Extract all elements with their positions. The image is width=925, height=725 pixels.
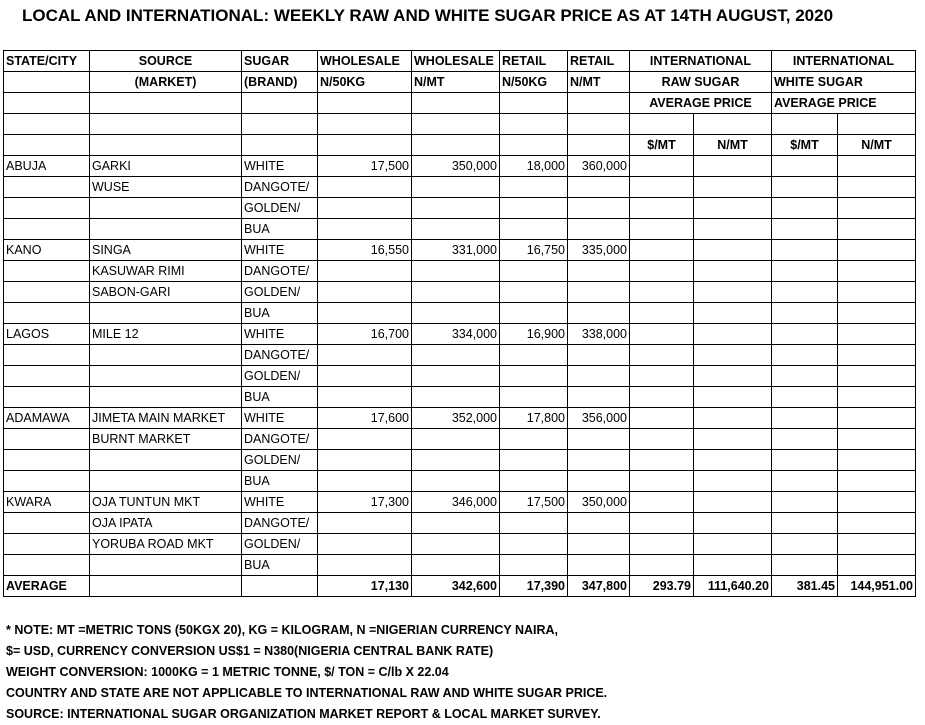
cell-state	[4, 303, 90, 324]
cell-empty	[242, 576, 318, 597]
cell-intl-empty	[694, 156, 772, 177]
cell-intl-empty	[694, 177, 772, 198]
cell-brand: BUA	[242, 471, 318, 492]
cell-intl-empty	[630, 513, 694, 534]
cell-intl-empty	[772, 555, 838, 576]
cell-retail-mt: 360,000	[568, 156, 630, 177]
cell-state	[4, 345, 90, 366]
cell-intl-empty	[772, 282, 838, 303]
cell-retail-50kg	[500, 555, 568, 576]
cell-retail-mt	[568, 471, 630, 492]
cell-retail-mt	[568, 219, 630, 240]
cell-brand: GOLDEN/	[242, 198, 318, 219]
cell-intl-empty	[694, 429, 772, 450]
cell-state	[4, 219, 90, 240]
cell-retail-mt	[568, 198, 630, 219]
table-row	[4, 513, 916, 534]
cell-retail-50kg	[500, 219, 568, 240]
table-row	[4, 282, 916, 303]
cell-brand: BUA	[242, 219, 318, 240]
cell-wholesale-50kg	[318, 261, 412, 282]
table-row	[4, 198, 916, 219]
header-intl-raw-avg: AVERAGE PRICE	[630, 93, 772, 114]
cell-source: YORUBA ROAD MKT	[90, 534, 242, 555]
note-line: $= USD, CURRENCY CONVERSION US$1 = N380(NIGERIA CENTRAL BANK RATE)	[6, 644, 494, 658]
cell-intl-empty	[838, 387, 916, 408]
cell-retail-mt	[568, 555, 630, 576]
notes-block	[6, 620, 607, 725]
cell-empty	[90, 576, 242, 597]
table-row	[4, 429, 916, 450]
cell-intl-empty	[772, 177, 838, 198]
cell-source: KASUWAR RIMI	[90, 261, 242, 282]
cell-wholesale-50kg	[318, 219, 412, 240]
cell-wholesale-mt	[412, 429, 500, 450]
cell-intl-empty	[694, 555, 772, 576]
cell-intl-empty	[630, 387, 694, 408]
header-intl-white-sub: WHITE SUGAR	[772, 72, 916, 93]
cell-intl-empty	[772, 324, 838, 345]
table-row	[4, 177, 916, 198]
cell-retail-50kg	[500, 450, 568, 471]
cell-intl-empty	[630, 219, 694, 240]
table-row	[4, 303, 916, 324]
header-intl-raw-sub: RAW SUGAR	[630, 72, 772, 93]
cell-intl-empty	[838, 429, 916, 450]
table-row	[4, 450, 916, 471]
price-table	[3, 50, 916, 597]
cell-retail-50kg	[500, 177, 568, 198]
cell-brand: GOLDEN/	[242, 450, 318, 471]
page-title: LOCAL AND INTERNATIONAL: WEEKLY RAW AND WHITE SUGAR PRICE AS AT 14TH AUGUST, 2020	[22, 6, 834, 25]
cell-source: SINGA	[90, 240, 242, 261]
cell-state	[4, 282, 90, 303]
table-row	[4, 240, 916, 261]
cell-wholesale-50kg	[318, 471, 412, 492]
cell-state: ADAMAWA	[4, 408, 90, 429]
cell-source	[90, 219, 242, 240]
cell-wholesale-mt	[412, 534, 500, 555]
header-wholesale-mt-sub: N/MT	[412, 72, 500, 93]
cell-intl-empty	[772, 366, 838, 387]
header-intl-white-avg: AVERAGE PRICE	[772, 93, 916, 114]
cell-brand: WHITE	[242, 408, 318, 429]
cell-wholesale-mt: 331,000	[412, 240, 500, 261]
cell-retail-50kg	[500, 345, 568, 366]
cell-retail-mt: 356,000	[568, 408, 630, 429]
cell-intl-empty	[772, 345, 838, 366]
table-row	[4, 555, 916, 576]
cell-brand: DANGOTE/	[242, 177, 318, 198]
cell-state	[4, 261, 90, 282]
cell-brand: GOLDEN/	[242, 282, 318, 303]
cell-intl-empty	[772, 492, 838, 513]
average-white-usd: 381.45	[772, 576, 838, 597]
cell-source	[90, 303, 242, 324]
cell-source: JIMETA MAIN MARKET	[90, 408, 242, 429]
cell-intl-empty	[772, 534, 838, 555]
cell-intl-empty	[694, 261, 772, 282]
cell-retail-50kg	[500, 282, 568, 303]
cell-intl-empty	[838, 345, 916, 366]
cell-intl-empty	[838, 450, 916, 471]
cell-intl-empty	[630, 156, 694, 177]
header-sugar-sub: (BRAND)	[242, 72, 318, 93]
cell-intl-empty	[838, 534, 916, 555]
cell-intl-empty	[838, 156, 916, 177]
cell-state	[4, 471, 90, 492]
cell-brand: DANGOTE/	[242, 345, 318, 366]
header-raw-usd: $/MT	[630, 135, 694, 156]
cell-brand: BUA	[242, 555, 318, 576]
cell-brand: GOLDEN/	[242, 366, 318, 387]
cell-intl-empty	[694, 492, 772, 513]
cell-wholesale-50kg	[318, 282, 412, 303]
average-retail-50kg: 17,390	[500, 576, 568, 597]
cell-intl-empty	[694, 198, 772, 219]
cell-state	[4, 534, 90, 555]
cell-wholesale-50kg: 16,550	[318, 240, 412, 261]
cell-retail-mt	[568, 303, 630, 324]
cell-intl-empty	[694, 324, 772, 345]
cell-intl-empty	[772, 303, 838, 324]
cell-brand: DANGOTE/	[242, 261, 318, 282]
header-retail-50kg-sub: N/50KG	[500, 72, 568, 93]
cell-wholesale-50kg	[318, 513, 412, 534]
cell-intl-empty	[838, 303, 916, 324]
header-white-usd: $/MT	[772, 135, 838, 156]
cell-source	[90, 366, 242, 387]
cell-intl-empty	[694, 534, 772, 555]
cell-source: BURNT MARKET	[90, 429, 242, 450]
cell-source	[90, 387, 242, 408]
cell-state: KANO	[4, 240, 90, 261]
cell-intl-empty	[838, 177, 916, 198]
header-sugar: SUGAR	[242, 51, 318, 72]
cell-retail-mt: 338,000	[568, 324, 630, 345]
cell-wholesale-mt	[412, 513, 500, 534]
cell-intl-empty	[838, 471, 916, 492]
cell-state	[4, 450, 90, 471]
cell-wholesale-50kg	[318, 177, 412, 198]
note-line: SOURCE: INTERNATIONAL SUGAR ORGANIZATION MARKET REPORT & LOCAL MARKET SURVEY.	[6, 707, 601, 721]
cell-wholesale-50kg	[318, 387, 412, 408]
cell-intl-empty	[772, 450, 838, 471]
cell-wholesale-50kg	[318, 450, 412, 471]
cell-intl-empty	[838, 513, 916, 534]
header-source-sub: (MARKET)	[90, 72, 242, 93]
cell-state	[4, 387, 90, 408]
cell-brand: WHITE	[242, 324, 318, 345]
cell-brand: WHITE	[242, 240, 318, 261]
cell-intl-empty	[694, 219, 772, 240]
cell-state	[4, 198, 90, 219]
note-line: WEIGHT CONVERSION: 1000KG = 1 METRIC TONNE, $/ TON = C/lb X 22.04	[6, 665, 449, 679]
cell-wholesale-mt	[412, 555, 500, 576]
cell-intl-empty	[630, 303, 694, 324]
cell-intl-empty	[630, 450, 694, 471]
cell-retail-mt	[568, 345, 630, 366]
table-row	[4, 156, 916, 177]
cell-state	[4, 513, 90, 534]
cell-intl-empty	[630, 534, 694, 555]
cell-intl-empty	[838, 492, 916, 513]
cell-retail-50kg: 17,800	[500, 408, 568, 429]
cell-retail-50kg: 18,000	[500, 156, 568, 177]
cell-retail-50kg: 16,900	[500, 324, 568, 345]
cell-state: KWARA	[4, 492, 90, 513]
cell-wholesale-mt	[412, 303, 500, 324]
cell-wholesale-mt	[412, 261, 500, 282]
cell-wholesale-mt	[412, 450, 500, 471]
cell-retail-mt	[568, 387, 630, 408]
cell-wholesale-50kg	[318, 534, 412, 555]
cell-wholesale-mt: 352,000	[412, 408, 500, 429]
cell-intl-empty	[694, 345, 772, 366]
cell-wholesale-mt	[412, 471, 500, 492]
table-row	[4, 324, 916, 345]
cell-wholesale-mt: 350,000	[412, 156, 500, 177]
cell-source: SABON-GARI	[90, 282, 242, 303]
cell-intl-empty	[630, 240, 694, 261]
cell-intl-empty	[838, 198, 916, 219]
cell-source	[90, 555, 242, 576]
table-row	[4, 534, 916, 555]
cell-intl-empty	[630, 324, 694, 345]
average-retail-mt: 347,800	[568, 576, 630, 597]
cell-intl-empty	[630, 492, 694, 513]
header-raw-ngn: N/MT	[694, 135, 772, 156]
cell-brand: GOLDEN/	[242, 534, 318, 555]
cell-intl-empty	[630, 429, 694, 450]
cell-intl-empty	[772, 198, 838, 219]
cell-retail-50kg	[500, 513, 568, 534]
cell-wholesale-mt	[412, 387, 500, 408]
table-row	[4, 366, 916, 387]
table-row	[4, 492, 916, 513]
table-row	[4, 408, 916, 429]
cell-brand: BUA	[242, 387, 318, 408]
cell-intl-empty	[838, 219, 916, 240]
cell-intl-empty	[630, 471, 694, 492]
cell-state: LAGOS	[4, 324, 90, 345]
cell-retail-mt	[568, 429, 630, 450]
cell-wholesale-50kg	[318, 429, 412, 450]
cell-retail-50kg	[500, 429, 568, 450]
cell-intl-empty	[630, 198, 694, 219]
cell-wholesale-50kg: 17,600	[318, 408, 412, 429]
cell-wholesale-50kg	[318, 303, 412, 324]
cell-intl-empty	[694, 387, 772, 408]
cell-retail-mt	[568, 282, 630, 303]
cell-intl-empty	[694, 408, 772, 429]
cell-intl-empty	[630, 177, 694, 198]
cell-wholesale-50kg	[318, 345, 412, 366]
cell-intl-empty	[694, 450, 772, 471]
header-intl-raw: INTERNATIONAL	[630, 51, 772, 72]
header-retail-mt-sub: N/MT	[568, 72, 630, 93]
cell-brand: DANGOTE/	[242, 429, 318, 450]
table-row	[4, 387, 916, 408]
cell-intl-empty	[772, 408, 838, 429]
cell-intl-empty	[838, 555, 916, 576]
cell-wholesale-50kg	[318, 555, 412, 576]
cell-intl-empty	[838, 282, 916, 303]
cell-retail-mt	[568, 450, 630, 471]
cell-brand: DANGOTE/	[242, 513, 318, 534]
header-source: SOURCE	[90, 51, 242, 72]
average-row	[4, 576, 916, 597]
cell-wholesale-mt	[412, 198, 500, 219]
cell-intl-empty	[772, 219, 838, 240]
header-wholesale-50kg-sub: N/50KG	[318, 72, 412, 93]
cell-retail-50kg	[500, 534, 568, 555]
cell-state	[4, 366, 90, 387]
header-intl-white: INTERNATIONAL	[772, 51, 916, 72]
cell-intl-empty	[772, 387, 838, 408]
cell-wholesale-mt	[412, 282, 500, 303]
header-state: STATE/CITY	[4, 51, 90, 72]
note-line: * NOTE: MT =METRIC TONS (50KGX 20), KG = KILOGRAM, N =NIGERIAN CURRENCY NAIRA,	[6, 623, 559, 637]
table-row	[4, 471, 916, 492]
cell-intl-empty	[694, 303, 772, 324]
cell-intl-empty	[630, 261, 694, 282]
cell-state: ABUJA	[4, 156, 90, 177]
header-retail-50kg: RETAIL	[500, 51, 568, 72]
cell-source	[90, 198, 242, 219]
cell-wholesale-50kg: 17,500	[318, 156, 412, 177]
cell-intl-empty	[694, 471, 772, 492]
average-wholesale-mt: 342,600	[412, 576, 500, 597]
cell-wholesale-mt: 334,000	[412, 324, 500, 345]
average-label: AVERAGE	[4, 576, 90, 597]
cell-wholesale-mt	[412, 345, 500, 366]
cell-intl-empty	[694, 366, 772, 387]
cell-retail-mt	[568, 534, 630, 555]
note-line: COUNTRY AND STATE ARE NOT APPLICABLE TO INTERNATIONAL RAW AND WHITE SUGAR PRICE.	[6, 686, 608, 700]
table-row	[4, 219, 916, 240]
cell-intl-empty	[838, 408, 916, 429]
header-wholesale-mt: WHOLESALE	[412, 51, 500, 72]
cell-source: MILE 12	[90, 324, 242, 345]
cell-retail-mt	[568, 513, 630, 534]
cell-retail-50kg	[500, 198, 568, 219]
cell-wholesale-50kg	[318, 366, 412, 387]
cell-intl-empty	[772, 471, 838, 492]
header-wholesale-50kg: WHOLESALE	[318, 51, 412, 72]
cell-retail-mt	[568, 177, 630, 198]
cell-intl-empty	[630, 555, 694, 576]
cell-state	[4, 555, 90, 576]
cell-intl-empty	[630, 282, 694, 303]
cell-state	[4, 177, 90, 198]
cell-intl-empty	[694, 282, 772, 303]
header-white-ngn: N/MT	[838, 135, 916, 156]
cell-retail-50kg	[500, 366, 568, 387]
cell-retail-mt: 335,000	[568, 240, 630, 261]
cell-wholesale-50kg: 17,300	[318, 492, 412, 513]
cell-source	[90, 450, 242, 471]
cell-brand: BUA	[242, 303, 318, 324]
cell-source: WUSE	[90, 177, 242, 198]
table-row	[4, 261, 916, 282]
cell-wholesale-mt: 346,000	[412, 492, 500, 513]
cell-brand: WHITE	[242, 492, 318, 513]
cell-retail-50kg	[500, 387, 568, 408]
header-retail-mt: RETAIL	[568, 51, 630, 72]
cell-intl-empty	[838, 324, 916, 345]
cell-intl-empty	[772, 513, 838, 534]
cell-retail-mt: 350,000	[568, 492, 630, 513]
average-raw-ngn: 111,640.20	[694, 576, 772, 597]
cell-source	[90, 471, 242, 492]
cell-intl-empty	[838, 240, 916, 261]
cell-intl-empty	[630, 408, 694, 429]
cell-intl-empty	[772, 429, 838, 450]
cell-wholesale-50kg: 16,700	[318, 324, 412, 345]
cell-state	[4, 429, 90, 450]
table-row	[4, 345, 916, 366]
cell-retail-50kg: 16,750	[500, 240, 568, 261]
average-white-ngn: 144,951.00	[838, 576, 916, 597]
cell-intl-empty	[630, 366, 694, 387]
cell-intl-empty	[772, 240, 838, 261]
cell-retail-mt	[568, 366, 630, 387]
cell-intl-empty	[694, 513, 772, 534]
average-wholesale-50kg: 17,130	[318, 576, 412, 597]
cell-intl-empty	[772, 261, 838, 282]
cell-retail-mt	[568, 261, 630, 282]
cell-wholesale-mt	[412, 219, 500, 240]
cell-retail-50kg: 17,500	[500, 492, 568, 513]
average-raw-usd: 293.79	[630, 576, 694, 597]
cell-intl-empty	[694, 240, 772, 261]
cell-intl-empty	[772, 156, 838, 177]
cell-retail-50kg	[500, 261, 568, 282]
cell-wholesale-50kg	[318, 198, 412, 219]
cell-wholesale-mt	[412, 366, 500, 387]
cell-retail-50kg	[500, 303, 568, 324]
cell-intl-empty	[838, 261, 916, 282]
cell-source: GARKI	[90, 156, 242, 177]
cell-source: OJA TUNTUN MKT	[90, 492, 242, 513]
cell-source: OJA IPATA	[90, 513, 242, 534]
cell-intl-empty	[630, 345, 694, 366]
cell-intl-empty	[838, 366, 916, 387]
cell-retail-50kg	[500, 471, 568, 492]
cell-wholesale-mt	[412, 177, 500, 198]
cell-brand: WHITE	[242, 156, 318, 177]
cell-source	[90, 345, 242, 366]
